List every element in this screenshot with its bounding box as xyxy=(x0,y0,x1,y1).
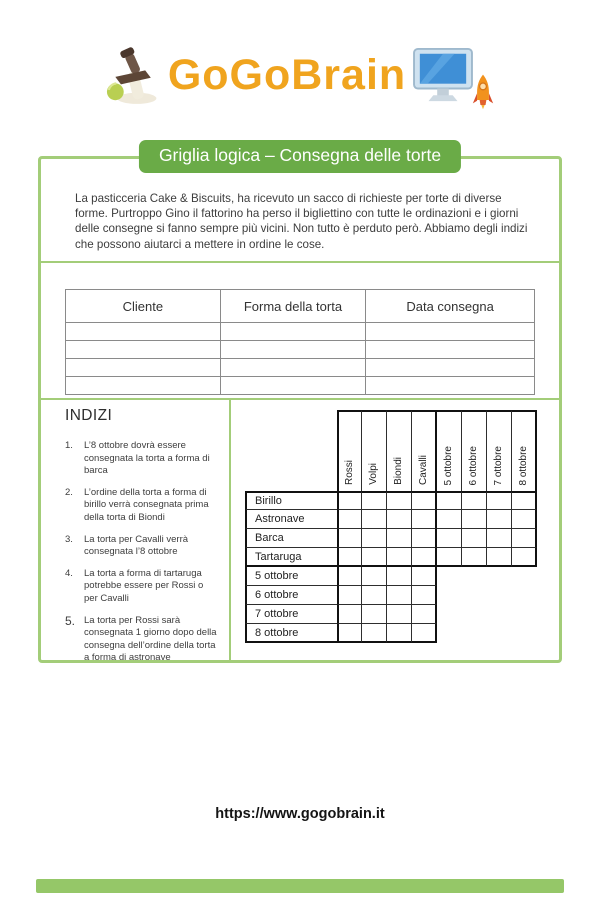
grid-cell[interactable] xyxy=(337,529,362,548)
grid-row-header: 8 ottobre xyxy=(245,624,337,643)
grid-cell[interactable] xyxy=(412,510,437,529)
grid-blank xyxy=(437,605,462,624)
grid-blank xyxy=(462,586,487,605)
grid-cell[interactable] xyxy=(487,510,512,529)
grid-col-header xyxy=(512,410,537,491)
monitor-icon xyxy=(412,47,474,103)
grid-cell[interactable] xyxy=(387,548,412,567)
clue-number: 5. xyxy=(65,613,76,628)
clues-panel xyxy=(65,407,219,674)
grid-cell[interactable] xyxy=(387,624,412,643)
grid-row-header: Barca xyxy=(245,529,337,548)
grid-cell[interactable] xyxy=(362,529,387,548)
grid-blank xyxy=(512,605,537,624)
grid-cell[interactable] xyxy=(337,567,362,586)
grid-cell[interactable] xyxy=(337,586,362,605)
grid-cell[interactable] xyxy=(387,586,412,605)
grid-blank xyxy=(512,586,537,605)
clue-text: L’8 ottobre dovrà essere consegnata la torta a forma di barca xyxy=(84,440,210,477)
grid-blank xyxy=(512,567,537,586)
clue-number: 2. xyxy=(65,486,73,498)
grid-col-header xyxy=(387,410,412,491)
intro-text: La pasticceria Cake & Biscuits, ha ricevuto un sacco di richieste per torte di diverse forme. Purtroppo Gino il fattorino ha perso il bigliettino con tutte le ordinazioni e i giorni delle consegne si fanno sempre più vicini. Non tutto è perduto però. Abbiamo degli indizi che possono aiutarci a mettere in ordine le cose. xyxy=(75,192,528,251)
grid-col-header-label: Volpi xyxy=(368,463,379,485)
grid-blank xyxy=(487,567,512,586)
grid-cell[interactable] xyxy=(412,491,437,510)
grid-blank xyxy=(437,624,462,643)
grid-cell[interactable] xyxy=(387,510,412,529)
grid-cell[interactable] xyxy=(337,491,362,510)
clue-text: L’ordine della torta a forma di birillo verrà consegnata prima della torta di Biondi xyxy=(84,486,209,523)
grid-row-header: Birillo xyxy=(245,491,337,510)
grid-cell[interactable] xyxy=(387,567,412,586)
grid-blank xyxy=(462,567,487,586)
grid-cell[interactable] xyxy=(337,548,362,567)
grid-cell[interactable] xyxy=(387,529,412,548)
microscope-icon xyxy=(106,44,162,106)
logic-grid xyxy=(245,410,537,643)
grid-col-header xyxy=(362,410,387,491)
grid-cell[interactable] xyxy=(462,548,487,567)
divider-vertical xyxy=(229,400,231,660)
logo xyxy=(0,44,600,106)
grid-cell[interactable] xyxy=(337,624,362,643)
grid-cell[interactable] xyxy=(512,510,537,529)
grid-blank xyxy=(437,586,462,605)
column-header-cliente: Cliente xyxy=(66,290,221,323)
grid-blank xyxy=(487,605,512,624)
divider-middle xyxy=(41,398,559,400)
grid-cell[interactable] xyxy=(362,510,387,529)
clue-item xyxy=(65,568,219,606)
grid-cell[interactable] xyxy=(462,491,487,510)
clue-text: La torta a forma di tartaruga potrebbe essere per Rossi o per Cavalli xyxy=(84,567,204,604)
answer-cell[interactable] xyxy=(66,359,221,377)
grid-cell[interactable] xyxy=(512,491,537,510)
grid-col-header xyxy=(412,410,437,491)
column-header-data: Data consegna xyxy=(366,290,535,323)
footer-bar xyxy=(36,879,564,893)
grid-row-header: Tartaruga xyxy=(245,548,337,567)
grid-col-header xyxy=(487,410,512,491)
clue-text: La torta per Cavalli verrà consegnata l’8 ottobre xyxy=(84,533,189,558)
grid-row-header: 6 ottobre xyxy=(245,586,337,605)
grid-cell[interactable] xyxy=(337,605,362,624)
grid-row-header: 5 ottobre xyxy=(245,567,337,586)
grid-cell[interactable] xyxy=(362,586,387,605)
clue-number: 4. xyxy=(65,567,73,579)
grid-blank xyxy=(462,624,487,643)
grid-cell[interactable] xyxy=(412,586,437,605)
grid-cell[interactable] xyxy=(362,605,387,624)
logo-text: GoGoBrain xyxy=(167,50,407,99)
grid-blank xyxy=(487,586,512,605)
grid-cell[interactable] xyxy=(462,529,487,548)
grid-col-header-label: 6 ottobre xyxy=(468,445,479,485)
grid-cell[interactable] xyxy=(337,510,362,529)
grid-cell[interactable] xyxy=(487,491,512,510)
grid-col-header-label: Cavalli xyxy=(417,454,429,485)
answer-row xyxy=(66,359,535,377)
answer-cell[interactable] xyxy=(220,323,365,341)
grid-cell[interactable] xyxy=(387,491,412,510)
answer-table xyxy=(65,289,535,395)
grid-cell[interactable] xyxy=(437,529,462,548)
clue-number: 1. xyxy=(65,440,73,451)
footer-url[interactable]: https://www.gogobrain.it xyxy=(215,806,385,822)
answer-row xyxy=(66,323,535,341)
grid-corner xyxy=(245,410,337,491)
grid-cell[interactable] xyxy=(412,567,437,586)
clue-item xyxy=(65,440,219,478)
grid-cell[interactable] xyxy=(487,548,512,567)
grid-cell[interactable] xyxy=(362,548,387,567)
grid-cell[interactable] xyxy=(362,491,387,510)
clue-item xyxy=(65,615,219,665)
grid-cell[interactable] xyxy=(412,605,437,624)
answer-cell[interactable] xyxy=(220,341,365,359)
grid-cell[interactable] xyxy=(362,567,387,586)
grid-cell[interactable] xyxy=(387,605,412,624)
grid-col-header-label: 7 ottobre xyxy=(493,445,504,485)
answer-cell[interactable] xyxy=(66,323,221,341)
answer-cell[interactable] xyxy=(366,359,535,377)
grid-col-header xyxy=(437,410,462,491)
grid-row-header: Astronave xyxy=(245,510,337,529)
grid-cell[interactable] xyxy=(437,548,462,567)
answer-cell[interactable] xyxy=(366,341,535,359)
grid-row-header: 7 ottobre xyxy=(245,605,337,624)
grid-cell[interactable] xyxy=(412,548,437,567)
grid-cell[interactable] xyxy=(362,624,387,643)
divider-top xyxy=(41,261,559,263)
clue-item xyxy=(65,487,219,525)
clue-number: 3. xyxy=(65,533,73,545)
answer-cell[interactable] xyxy=(66,341,221,359)
grid-col-header xyxy=(462,410,487,491)
answer-table-header-row xyxy=(66,290,535,323)
grid-blank xyxy=(512,624,537,643)
answer-row xyxy=(66,377,535,395)
grid-cell[interactable] xyxy=(437,510,462,529)
answer-cell[interactable] xyxy=(220,377,365,395)
grid-cell[interactable] xyxy=(412,529,437,548)
clue-item xyxy=(65,534,219,559)
clue-text: La torta per Rossi sarà consegnata 1 giorno dopo della consegna dell’ordine della torta a forma di astronave xyxy=(84,614,217,664)
grid-col-header-label: Rossi xyxy=(344,459,355,485)
grid-cell[interactable] xyxy=(437,491,462,510)
rocket-icon xyxy=(472,73,494,110)
grid-col-header xyxy=(337,410,362,491)
grid-col-header-label: 5 ottobre xyxy=(443,445,454,485)
column-header-forma: Forma della torta xyxy=(220,290,365,323)
page-title: Griglia logica – Consegna delle torte xyxy=(139,140,461,173)
answer-cell[interactable] xyxy=(366,377,535,395)
grid-cell[interactable] xyxy=(512,529,537,548)
answer-cell[interactable] xyxy=(220,359,365,377)
grid-col-header-label: Biondi xyxy=(393,457,404,485)
grid-cell[interactable] xyxy=(512,548,537,567)
grid-blank xyxy=(462,605,487,624)
grid-cell[interactable] xyxy=(487,529,512,548)
answer-cell[interactable] xyxy=(366,323,535,341)
grid-blank xyxy=(437,567,462,586)
grid-blank xyxy=(487,624,512,643)
clues-heading: INDIZI xyxy=(65,407,113,424)
grid-cell[interactable] xyxy=(462,510,487,529)
answer-row xyxy=(66,341,535,359)
answer-cell[interactable] xyxy=(66,377,221,395)
grid-cell[interactable] xyxy=(412,624,437,643)
grid-col-header-label: 8 ottobre xyxy=(517,445,529,485)
